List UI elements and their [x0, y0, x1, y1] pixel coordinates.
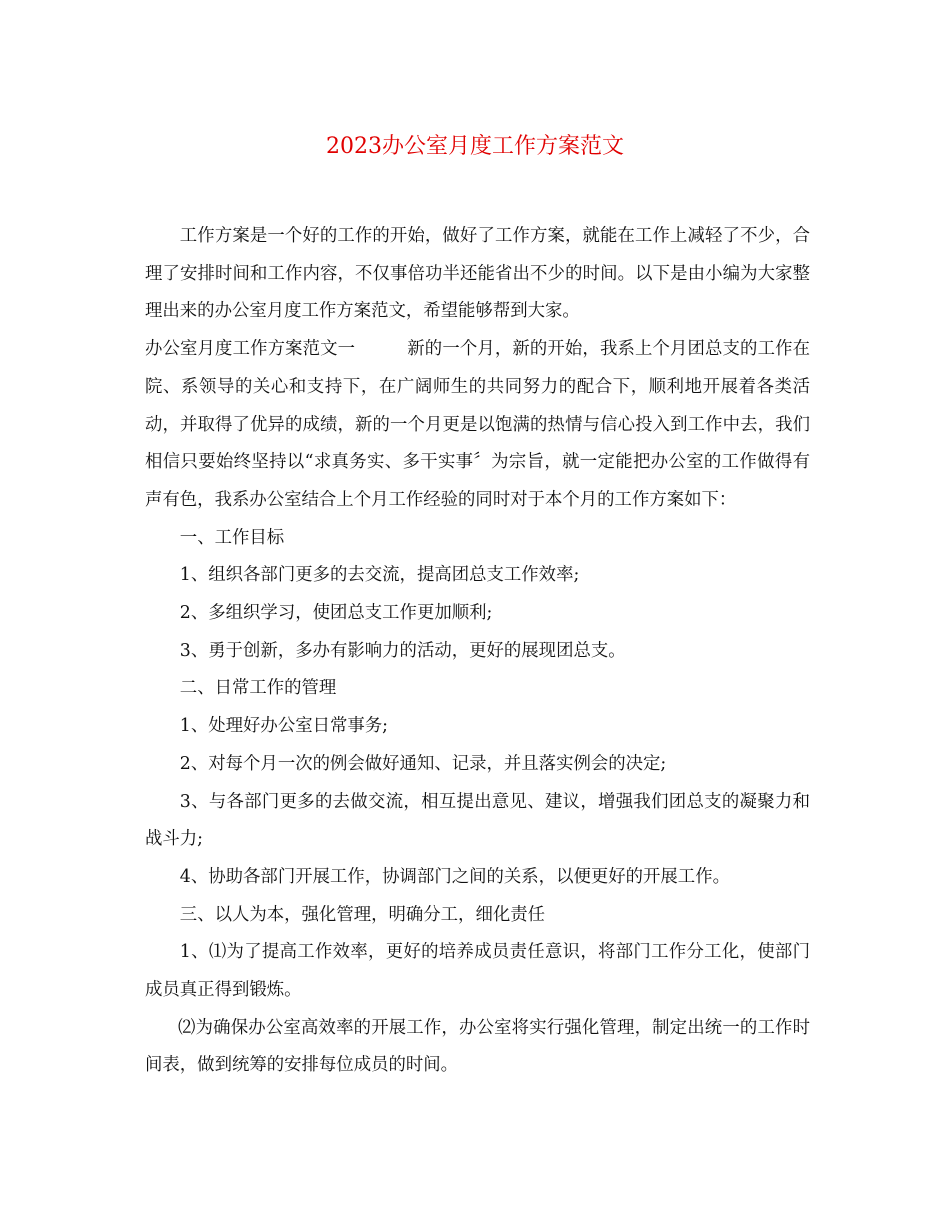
part1-heading: 一、工作目标: [179, 527, 285, 548]
part2-item: 1、处理好办公室日常事务;: [179, 716, 389, 737]
part3-item: 1、⑴为了提高工作效率，更好的培养成员责任意识，将部门工作分工化，使部门成员真正得到锻炼。: [145, 942, 810, 1001]
part3-heading: 三、以人为本，强化管理，明确分工，细化责任: [179, 904, 546, 925]
part2-item: 2、对每个月一次的例会做好通知、记录，并且落实例会的决定;: [179, 753, 667, 774]
intro-paragraph: 工作方案是一个好的工作的开始，做好了工作方案，就能在工作上减轻了不少，合理了安排时间和工作内容，不仅事倍功半还能省出不少的时间。以下是由小编为大家整理出来的办公室月度工作方案范文，希望能够帮到大家。: [145, 226, 810, 322]
part2-heading: 二、日常工作的管理: [179, 678, 337, 699]
section-heading: 办公室月度工作方案范文一: [145, 339, 356, 360]
part1-item: 3、勇于创新，多办有影响力的活动，更好的展现团总支。: [179, 640, 626, 661]
part2-item: 3、与各部门更多的去做交流，相互提出意见、建议，增强我们团总支的凝聚力和战斗力;: [145, 791, 810, 850]
section-body: 新的一个月，新的开始，我系上个月团总支的工作在院、系领导的关心和支持下，在广阔师生的共同努力的配合下，顺利地开展着各类活动，并取得了优异的成绩，新的一个月更是以饱满的热情与信心投入到工作中去，我们相信只要始终坚持以“求真务实、多干实事〞为宗旨，就一定能把办公室的工作做得有声有色，我系办公室结合上个月工作经验的同时对于本个月的工作方案如下：: [145, 339, 810, 510]
part2-item: 4、协助各部门开展工作，协调部门之间的关系，以便更好的开展工作。: [179, 866, 730, 887]
part1-item: 2、多组织学习，使团总支工作更加顺利;: [179, 603, 493, 624]
document-body: [145, 218, 810, 1085]
part1-item: 1、组织各部门更多的去交流，提高团总支工作效率;: [179, 565, 580, 586]
section-paragraph: [145, 331, 810, 520]
part3-item: ⑵为确保办公室高效率的开展工作，办公室将实行强化管理，制定出统一的工作时间表，做到统筹的安排每位成员的时间。: [145, 1017, 810, 1076]
document-title: 2023办公室月度工作方案范文: [326, 134, 624, 159]
